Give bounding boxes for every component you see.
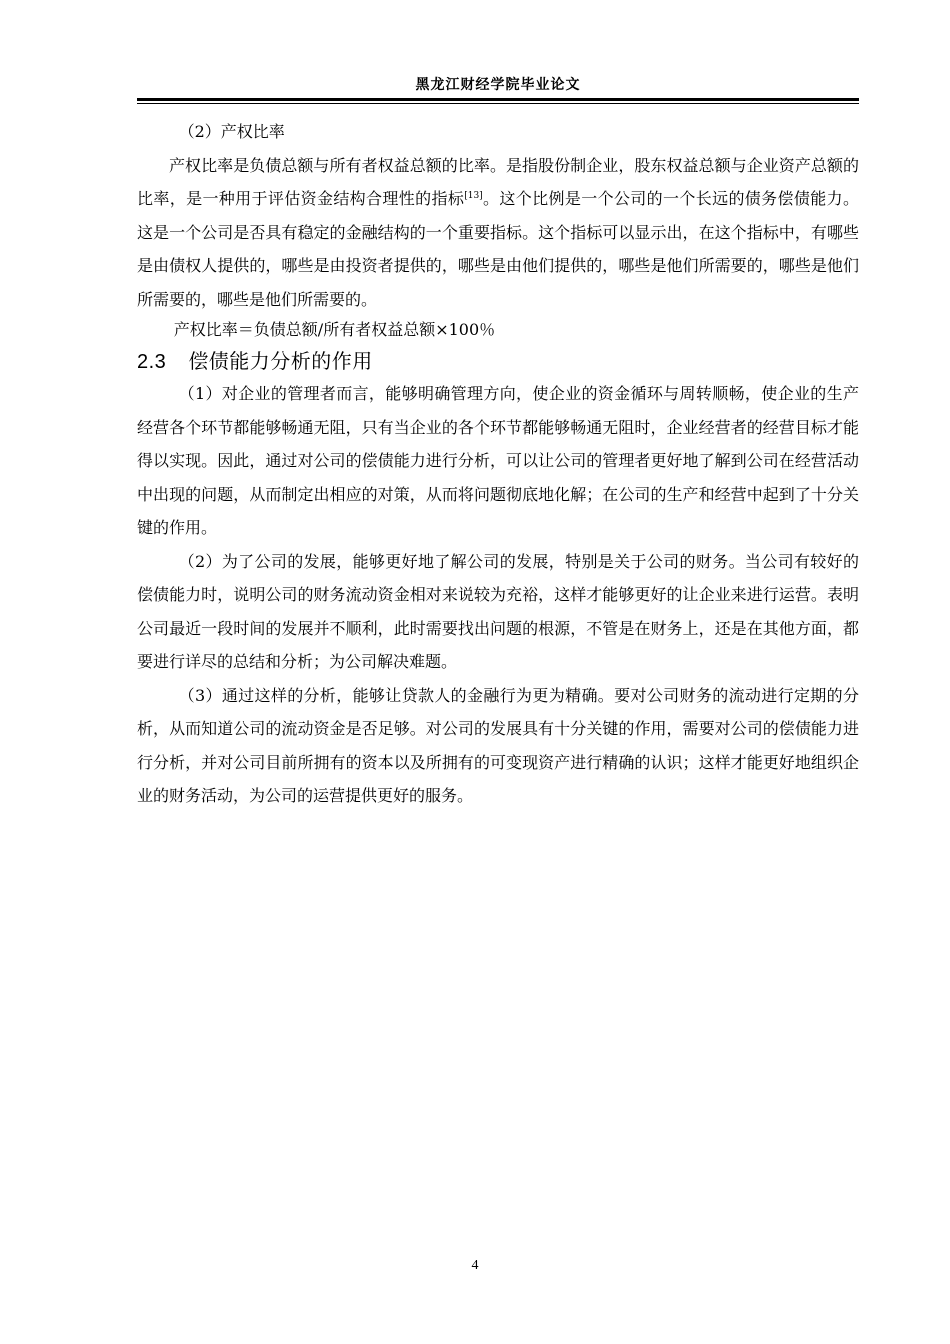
page-number: 4 xyxy=(471,1258,479,1273)
paragraph-text: 产权比率是负债总额与所有者权益总额的比率。是指股份制企业，股东权益总额与企业资产总额的比率，是一种用于评估资金结构合理性的指标 xyxy=(137,155,859,208)
subheading-equity-ratio: （2）产权比率 xyxy=(178,122,285,141)
section-number: 2.3 xyxy=(137,351,167,373)
page-header-title: 黑龙江财经学院毕业论文 xyxy=(415,77,581,93)
section-heading xyxy=(137,346,859,377)
formula-equity-ratio: 产权比率＝负债总额/所有者权益总额×100％ xyxy=(173,320,496,339)
paragraph-text: 。这个比例是一个公司的一个长远的债务偿债能力。这是一个公司是否具有稳定的金融结构的一个重要指标。这个指标可以显示出，在这个指标中，有哪些是由债权人提供的，哪些是由投资者提供的，哪些是由他们提供的，哪些是他们所需要的，哪些是他们所需要的，哪些是他们所需要的。 xyxy=(137,189,859,309)
paragraph-equity-ratio xyxy=(137,149,859,317)
paragraph-item-2: （2）为了公司的发展，能够更好地了解公司的发展，特别是关于公司的财务。当公司有较好的偿债能力时，说明公司的财务流动资金相对来说较为充裕，这样才能够更好的让企业来进行运营。表明公司最近一段时间的发展并不顺利，此时需要找出问题的根源，不管是在财务上，还是在其他方面，都要进行详尽的总结和分析；为公司解决难题。 xyxy=(137,551,859,671)
section-title: 偿债能力分析的作用 xyxy=(188,349,373,373)
paragraph-item-1: （1）对企业的管理者而言，能够明确管理方向，使企业的资金循环与周转顺畅，使企业的生产经营各个环节都能够畅通无阻，只有当企业的各个环节都能够畅通无阻时，企业经营者的经营目标才能得以实现。因此，通过对公司的偿债能力进行分析，可以让公司的管理者更好地了解到公司在经营活动中出现的问题，从而制定出相应的对策，从而将问题彻底地化解；在公司的生产和经营中起到了十分关键的作用。 xyxy=(137,384,859,537)
paragraph-item-3: （3）通过这样的分析，能够让贷款人的金融行为更为精确。要对公司财务的流动进行定期的分析，从而知道公司的流动资金是否足够。对公司的发展具有十分关键的作用，需要对公司的偿债能力进行分析，并对公司目前所拥有的资本以及所拥有的可变现资产进行精确的认识；这样才能更好地组织企业的财务活动，为公司的运营提供更好的服务。 xyxy=(137,685,859,805)
header-rule-thick xyxy=(137,98,859,101)
header-rule-thin xyxy=(137,103,859,104)
citation-mark: [13] xyxy=(464,191,483,201)
page-body xyxy=(137,115,859,813)
